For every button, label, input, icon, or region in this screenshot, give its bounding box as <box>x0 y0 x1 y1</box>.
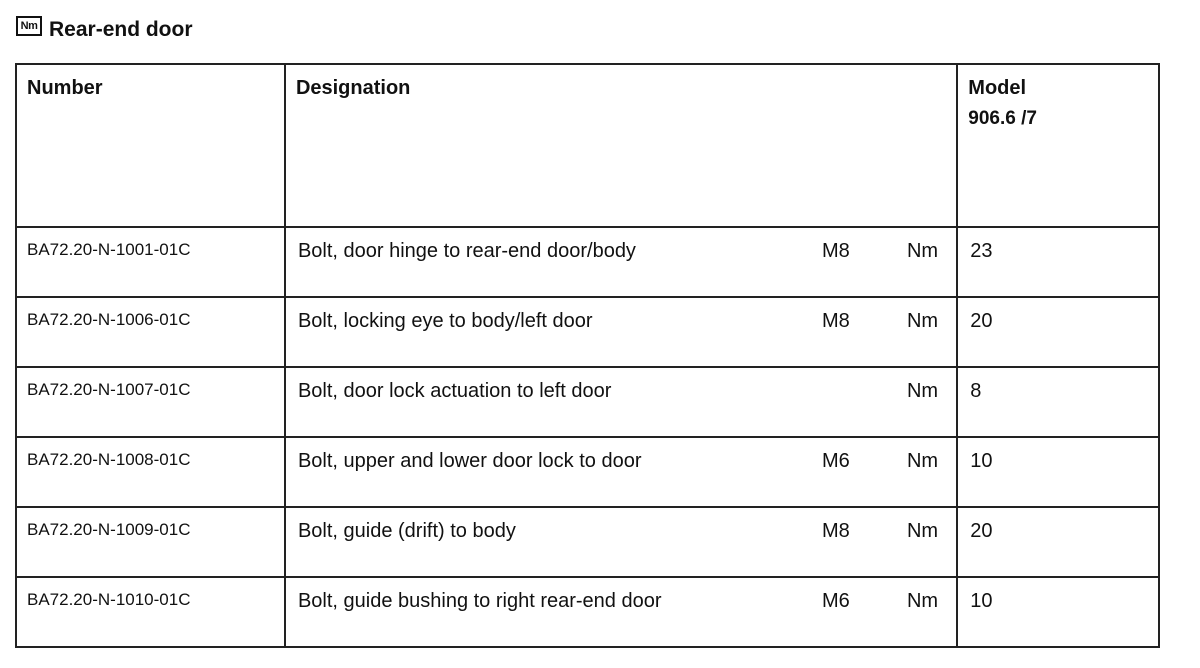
table-row <box>16 227 1159 297</box>
row-number: BA72.20-N-1009-01C <box>27 520 191 539</box>
table-row <box>16 297 1159 367</box>
row-designation: Bolt, guide bushing to right rear-end door <box>297 590 662 612</box>
table-row <box>16 367 1159 437</box>
row-torque-value: 8 <box>970 380 982 402</box>
page-header <box>16 14 193 42</box>
row-number: BA72.20-N-1007-01C <box>27 380 191 399</box>
row-unit: Nm <box>906 450 939 472</box>
row-designation: Bolt, door lock actuation to left door <box>297 380 612 402</box>
column-header-number: Number <box>27 77 103 99</box>
header-number-cell <box>16 64 285 227</box>
row-thread-size: M6 <box>821 450 850 472</box>
row-thread-size: M8 <box>821 520 850 542</box>
model-variant: 906.6 /7 <box>968 108 1037 129</box>
row-torque-value: 10 <box>970 590 993 612</box>
row-number: BA72.20-N-1006-01C <box>27 310 191 329</box>
row-torque-value: 20 <box>970 310 993 332</box>
header-model-cell <box>957 64 1159 227</box>
row-unit: Nm <box>906 520 939 542</box>
row-designation: Bolt, upper and lower door lock to door <box>297 450 642 472</box>
column-header-designation: Designation <box>295 77 411 99</box>
row-unit: Nm <box>906 310 939 332</box>
table-row <box>16 577 1159 647</box>
row-torque-value: 23 <box>970 240 993 262</box>
row-designation: Bolt, guide (drift) to body <box>297 520 516 542</box>
table-row <box>16 507 1159 577</box>
row-number: BA72.20-N-1010-01C <box>27 590 191 609</box>
row-thread-size: M8 <box>821 310 850 332</box>
row-unit: Nm <box>906 380 939 402</box>
row-designation: Bolt, locking eye to body/left door <box>297 310 593 332</box>
row-number: BA72.20-N-1008-01C <box>27 450 191 469</box>
row-number: BA72.20-N-1001-01C <box>27 240 191 259</box>
column-header-model: Model <box>968 77 1027 99</box>
page-title: Rear-end door <box>49 18 193 41</box>
row-unit: Nm <box>906 240 939 262</box>
table-row <box>16 437 1159 507</box>
row-thread-size: M8 <box>821 240 850 262</box>
row-thread-size: M6 <box>821 590 850 612</box>
torque-nm-icon: Nm <box>16 16 42 36</box>
row-torque-value: 20 <box>970 520 993 542</box>
row-designation: Bolt, door hinge to rear-end door/body <box>297 240 636 262</box>
row-unit: Nm <box>906 590 939 612</box>
torque-spec-table <box>15 63 1160 648</box>
row-torque-value: 10 <box>970 450 993 472</box>
table-header-row <box>16 64 1159 227</box>
header-designation-cell <box>285 64 957 227</box>
